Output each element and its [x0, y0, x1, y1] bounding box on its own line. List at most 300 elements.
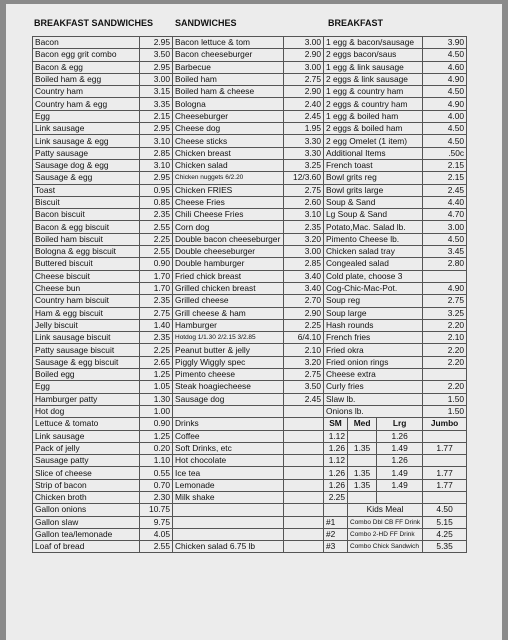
- item-name: Chicken broth: [33, 491, 140, 503]
- item-price: 3.20: [284, 233, 324, 245]
- table-row: [33, 307, 467, 319]
- menu-table: [32, 36, 467, 553]
- item-name: Soup & Sand: [324, 196, 423, 208]
- item-name: Pimento cheese: [173, 369, 284, 381]
- item-name: Soup large: [324, 307, 423, 319]
- item-price: 1.95: [284, 123, 324, 135]
- drink-price-med: 1.35: [348, 442, 377, 454]
- item-price: [284, 442, 324, 454]
- item-price: 0.90: [140, 418, 173, 430]
- table-row: [33, 110, 467, 122]
- table-row: [33, 221, 467, 233]
- table-row: [33, 356, 467, 368]
- item-price: 1.25: [140, 369, 173, 381]
- item-name: Bacon: [33, 37, 140, 49]
- drink-price-sm: 1.12: [324, 455, 348, 467]
- table-row: [33, 37, 467, 49]
- item-name: Lg Soup & Sand: [324, 209, 423, 221]
- item-name: Lemonade: [173, 479, 284, 491]
- item-price: [284, 430, 324, 442]
- item-name: Bacon biscuit: [33, 209, 140, 221]
- drink-price-lrg: 1.49: [377, 467, 423, 479]
- item-price: 2.20: [423, 356, 467, 368]
- item-price: 2.75: [423, 295, 467, 307]
- table-row: [33, 233, 467, 245]
- item-price: 2.25: [140, 233, 173, 245]
- item-name: French toast: [324, 159, 423, 171]
- table-row: [33, 516, 467, 528]
- item-price: [284, 405, 324, 417]
- table-row: [33, 369, 467, 381]
- item-price: 2.35: [140, 295, 173, 307]
- item-name: 2 egg Omelet (1 item): [324, 135, 423, 147]
- table-row: [33, 209, 467, 221]
- table-row: [33, 73, 467, 85]
- header-breakfast: BREAKFAST: [328, 18, 384, 28]
- item-price: 4.90: [423, 98, 467, 110]
- item-name: Barbecue: [173, 61, 284, 73]
- item-price: 2.45: [284, 110, 324, 122]
- item-name: Toast: [33, 184, 140, 196]
- item-name: Peanut butter & jelly: [173, 344, 284, 356]
- item-price: 3.40: [284, 282, 324, 294]
- item-name: Curly fries: [324, 381, 423, 393]
- item-name: Bologna & egg biscuit: [33, 246, 140, 258]
- blank-cell: [324, 504, 348, 516]
- item-name: Fried onion rings: [324, 356, 423, 368]
- item-name: Country ham & egg: [33, 98, 140, 110]
- item-price: 3.10: [284, 209, 324, 221]
- item-name: 1 egg & bacon/sausage: [324, 37, 423, 49]
- item-price: 4.50: [423, 135, 467, 147]
- item-name: Gallon tea/lemonade: [33, 528, 140, 540]
- table-row: [33, 184, 467, 196]
- kids-meal-label: Kids Meal: [348, 504, 423, 516]
- item-name: Bologna: [173, 98, 284, 110]
- drink-price-lrg: [377, 491, 423, 503]
- item-price: 4.90: [423, 73, 467, 85]
- item-name: Cold plate, choose 3: [324, 270, 423, 282]
- drink-price-sm: 1.26: [324, 467, 348, 479]
- combo-price: 5.35: [423, 541, 467, 553]
- combo-name: Combo Chick Sandwich: [348, 541, 423, 553]
- table-row: [33, 344, 467, 356]
- item-name: Double bacon cheeseburger: [173, 233, 284, 245]
- item-price: 2.60: [284, 196, 324, 208]
- item-name: Cheese extra: [324, 369, 423, 381]
- item-price: 3.00: [284, 246, 324, 258]
- item-price: 3.20: [284, 356, 324, 368]
- table-row: [33, 332, 467, 344]
- table-row: [33, 159, 467, 171]
- item-name: 2 eggs & country ham: [324, 98, 423, 110]
- item-name: Link sausage biscuit: [33, 332, 140, 344]
- item-name: Soup reg: [324, 295, 423, 307]
- item-price: 2.90: [284, 86, 324, 98]
- drink-size-header: Lrg: [377, 418, 423, 430]
- item-price: 3.00: [284, 37, 324, 49]
- header-breakfast-sandwiches: BREAKFAST SANDWICHES: [34, 18, 154, 28]
- item-price: 1.40: [140, 319, 173, 331]
- item-price: 0.20: [140, 442, 173, 454]
- item-price: 3.40: [284, 270, 324, 282]
- item-name: Cheeseburger: [173, 110, 284, 122]
- drink-price-med: 1.35: [348, 479, 377, 491]
- item-price: 4.50: [423, 49, 467, 61]
- item-name: Chicken breast: [173, 147, 284, 159]
- item-price: 1.10: [140, 455, 173, 467]
- table-row: [33, 455, 467, 467]
- item-price: 4.70: [423, 209, 467, 221]
- item-name: Grilled cheese: [173, 295, 284, 307]
- item-price: .50c: [423, 147, 467, 159]
- item-price: 3.10: [140, 135, 173, 147]
- item-price: 0.90: [140, 258, 173, 270]
- item-price: 9.75: [140, 516, 173, 528]
- item-price: 4.00: [423, 110, 467, 122]
- drink-price-lrg: 1.49: [377, 442, 423, 454]
- item-price: 1.50: [423, 393, 467, 405]
- item-price: 2.20: [423, 381, 467, 393]
- item-name: Fried chick breast: [173, 270, 284, 282]
- drink-price-jumbo: [423, 430, 467, 442]
- item-price: 3.10: [140, 159, 173, 171]
- item-name: Pimento Cheese lb.: [324, 233, 423, 245]
- item-price: 2.20: [423, 344, 467, 356]
- item-name: Cheese bun: [33, 282, 140, 294]
- table-row: [33, 541, 467, 553]
- table-row: [33, 172, 467, 184]
- item-name: Sausage dog & egg: [33, 159, 140, 171]
- table-row: [33, 49, 467, 61]
- item-name: Grill cheese & ham: [173, 307, 284, 319]
- item-name: Additional Items: [324, 147, 423, 159]
- item-name: Strip of bacon: [33, 479, 140, 491]
- item-price: 6/4.10: [284, 332, 324, 344]
- item-price: 2.95: [140, 61, 173, 73]
- item-name: Chicken salad: [173, 159, 284, 171]
- drink-price-med: 1.35: [348, 467, 377, 479]
- item-price: [284, 541, 324, 553]
- item-price: 1.00: [140, 405, 173, 417]
- item-name: Onions lb.: [324, 405, 423, 417]
- item-name: Chicken FRIES: [173, 184, 284, 196]
- item-name: 1 egg & boiled ham: [324, 110, 423, 122]
- item-name: Boiled egg: [33, 369, 140, 381]
- item-name: Hamburger patty: [33, 393, 140, 405]
- table-row: [33, 479, 467, 491]
- item-name: 2 eggs bacon/saus: [324, 49, 423, 61]
- item-name: Sausage & egg: [33, 172, 140, 184]
- drink-price-jumbo: [423, 491, 467, 503]
- item-name: Boiled ham & egg: [33, 73, 140, 85]
- item-price: 1.05: [140, 381, 173, 393]
- item-price: 1.50: [423, 405, 467, 417]
- item-price: 2.90: [284, 49, 324, 61]
- item-price: 3.00: [140, 73, 173, 85]
- combo-name: Combo 2-HD FF Drink: [348, 528, 423, 540]
- item-price: 2.55: [140, 221, 173, 233]
- header-sandwiches: SANDWICHES: [175, 18, 237, 28]
- item-price: [284, 479, 324, 491]
- table-row: [33, 430, 467, 442]
- item-name: Lettuce & tomato: [33, 418, 140, 430]
- item-price: [284, 491, 324, 503]
- table-row: [33, 196, 467, 208]
- combo-name: Combo Dbl CB FF Drink: [348, 516, 423, 528]
- item-name: Gallon slaw: [33, 516, 140, 528]
- item-price: 3.45: [423, 246, 467, 258]
- item-price: 2.90: [284, 307, 324, 319]
- item-price: 2.75: [140, 307, 173, 319]
- item-price: 2.55: [140, 246, 173, 258]
- item-price: 3.00: [284, 61, 324, 73]
- drink-price-sm: 1.26: [324, 479, 348, 491]
- item-name: Egg: [33, 381, 140, 393]
- item-name: Grilled chicken breast: [173, 282, 284, 294]
- item-name: Fried okra: [324, 344, 423, 356]
- item-name: Congealed salad: [324, 258, 423, 270]
- item-name: Cheese sticks: [173, 135, 284, 147]
- item-name: Piggly Wiggly spec: [173, 356, 284, 368]
- item-price: 3.90: [423, 37, 467, 49]
- table-row: [33, 123, 467, 135]
- item-name: 1 egg & country ham: [324, 86, 423, 98]
- item-name: Link sausage & egg: [33, 135, 140, 147]
- item-name: Bacon cheeseburger: [173, 49, 284, 61]
- item-name: Patty sausage biscuit: [33, 344, 140, 356]
- item-price: 2.15: [140, 110, 173, 122]
- item-name: Bacon & egg biscuit: [33, 221, 140, 233]
- item-name: Ham & egg biscuit: [33, 307, 140, 319]
- item-price: 4.90: [423, 282, 467, 294]
- item-price: 2.75: [284, 369, 324, 381]
- item-name: Sausage patty: [33, 455, 140, 467]
- drink-price-jumbo: 1.77: [423, 479, 467, 491]
- item-price: 2.95: [140, 123, 173, 135]
- drink-price-med: [348, 430, 377, 442]
- drink-price-lrg: 1.49: [377, 479, 423, 491]
- item-name: Patty sausage: [33, 147, 140, 159]
- item-name: Ice tea: [173, 467, 284, 479]
- drink-price-sm: 1.12: [324, 430, 348, 442]
- item-price: [423, 369, 467, 381]
- item-name: Hot chocolate: [173, 455, 284, 467]
- item-price: 2.20: [423, 319, 467, 331]
- item-price: 3.30: [284, 147, 324, 159]
- item-price: 2.15: [423, 159, 467, 171]
- item-name: Hash rounds: [324, 319, 423, 331]
- item-name: Bowl grits reg: [324, 172, 423, 184]
- item-name: Bacon & egg: [33, 61, 140, 73]
- item-name: Boiled ham: [173, 73, 284, 85]
- item-price: [284, 504, 324, 516]
- item-name: Hot dog: [33, 405, 140, 417]
- table-row: [33, 504, 467, 516]
- item-name: Biscuit: [33, 196, 140, 208]
- item-name: Bowl grits large: [324, 184, 423, 196]
- item-name: Loaf of bread: [33, 541, 140, 553]
- item-price: 2.15: [423, 172, 467, 184]
- item-name: 1 egg & link sausage: [324, 61, 423, 73]
- item-name: Bacon lettuce & tom: [173, 37, 284, 49]
- item-price: 4.60: [423, 61, 467, 73]
- item-name: Slaw lb.: [324, 393, 423, 405]
- item-price: 2.25: [140, 344, 173, 356]
- item-name: Boiled ham & cheese: [173, 86, 284, 98]
- drink-price-jumbo: 1.77: [423, 467, 467, 479]
- item-name: Country ham: [33, 86, 140, 98]
- item-name: Chicken salad tray: [324, 246, 423, 258]
- item-price: 2.30: [140, 491, 173, 503]
- table-row: [33, 135, 467, 147]
- item-name: Cog-Chic-Mac-Pot.: [324, 282, 423, 294]
- item-price: 2.85: [284, 258, 324, 270]
- combo-price: 4.25: [423, 528, 467, 540]
- item-price: 2.35: [140, 209, 173, 221]
- item-price: 0.95: [140, 184, 173, 196]
- combo-number: #2: [324, 528, 348, 540]
- table-row: [33, 418, 467, 430]
- item-price: 0.55: [140, 467, 173, 479]
- item-name: Double cheeseburger: [173, 246, 284, 258]
- item-price: 3.50: [140, 49, 173, 61]
- item-price: 10.75: [140, 504, 173, 516]
- item-name: Gallon onions: [33, 504, 140, 516]
- table-row: [33, 295, 467, 307]
- item-name: 2 eggs & link sausage: [324, 73, 423, 85]
- table-row: [33, 61, 467, 73]
- table-row: [33, 246, 467, 258]
- item-price: 2.70: [284, 295, 324, 307]
- item-price: 1.25: [140, 430, 173, 442]
- item-price: 3.00: [423, 221, 467, 233]
- item-name: Cheese dog: [173, 123, 284, 135]
- item-price: 0.70: [140, 479, 173, 491]
- item-price: [284, 516, 324, 528]
- menu-price-sheet: [6, 4, 502, 640]
- item-price: 3.50: [284, 381, 324, 393]
- item-name: Sausage & egg biscuit: [33, 356, 140, 368]
- item-name: Country ham biscuit: [33, 295, 140, 307]
- item-price: 2.10: [284, 344, 324, 356]
- table-row: [33, 319, 467, 331]
- table-row: [33, 405, 467, 417]
- item-price: 4.50: [423, 86, 467, 98]
- item-name: Chicken nuggets 6/2.20: [173, 172, 284, 184]
- item-name: Corn dog: [173, 221, 284, 233]
- item-name: Milk shake: [173, 491, 284, 503]
- item-price: 2.65: [140, 356, 173, 368]
- item-price: 2.55: [140, 541, 173, 553]
- item-price: 2.75: [284, 73, 324, 85]
- item-name: Cheese biscuit: [33, 270, 140, 282]
- drink-price-lrg: 1.26: [377, 430, 423, 442]
- table-row: [33, 86, 467, 98]
- item-name: Soft Drinks, etc: [173, 442, 284, 454]
- item-name: [173, 516, 284, 528]
- table-row: [33, 491, 467, 503]
- drink-price-jumbo: [423, 455, 467, 467]
- item-name: Steak hoagiecheese: [173, 381, 284, 393]
- drink-price-sm: 1.26: [324, 442, 348, 454]
- item-price: 2.75: [284, 184, 324, 196]
- table-row: [33, 258, 467, 270]
- table-row: [33, 442, 467, 454]
- item-price: [423, 270, 467, 282]
- item-price: 2.45: [284, 393, 324, 405]
- combo-number: #3: [324, 541, 348, 553]
- item-name: Double hamburger: [173, 258, 284, 270]
- item-name: Link sausage: [33, 430, 140, 442]
- table-row: [33, 282, 467, 294]
- item-price: 12/3.60: [284, 172, 324, 184]
- item-name: [173, 504, 284, 516]
- drink-price-med: [348, 455, 377, 467]
- table-row: [33, 381, 467, 393]
- drink-price-med: [348, 491, 377, 503]
- combo-price: 5.15: [423, 516, 467, 528]
- item-name: Boiled ham biscuit: [33, 233, 140, 245]
- item-name: Jelly biscuit: [33, 319, 140, 331]
- item-price: 2.35: [140, 332, 173, 344]
- item-price: 2.25: [284, 319, 324, 331]
- item-name: 2 eggs & boiled ham: [324, 123, 423, 135]
- table-row: [33, 467, 467, 479]
- item-price: 1.70: [140, 282, 173, 294]
- item-price: 2.45: [423, 184, 467, 196]
- table-row: [33, 147, 467, 159]
- kids-meal-price: 4.50: [423, 504, 467, 516]
- item-price: 3.25: [423, 307, 467, 319]
- item-price: 3.25: [284, 159, 324, 171]
- item-name: Egg: [33, 110, 140, 122]
- drink-size-header: SM: [324, 418, 348, 430]
- item-price: 4.40: [423, 196, 467, 208]
- item-price: 4.05: [140, 528, 173, 540]
- item-name: [173, 528, 284, 540]
- table-row: [33, 270, 467, 282]
- item-price: 3.30: [284, 135, 324, 147]
- item-price: 3.35: [140, 98, 173, 110]
- item-name: Hamburger: [173, 319, 284, 331]
- drink-price-lrg: 1.26: [377, 455, 423, 467]
- item-price: [284, 418, 324, 430]
- item-price: 2.85: [140, 147, 173, 159]
- item-price: 4.50: [423, 123, 467, 135]
- item-name: Slice of cheese: [33, 467, 140, 479]
- item-name: French fries: [324, 332, 423, 344]
- item-name: Buttered biscuit: [33, 258, 140, 270]
- item-price: 1.70: [140, 270, 173, 282]
- item-name: Link sausage: [33, 123, 140, 135]
- combo-number: #1: [324, 516, 348, 528]
- item-name: Sausage dog: [173, 393, 284, 405]
- item-name: Drinks: [173, 418, 284, 430]
- table-row: [33, 98, 467, 110]
- item-name: Chili Cheese Fries: [173, 209, 284, 221]
- item-name: Pack of jelly: [33, 442, 140, 454]
- item-name: Bacon egg grit combo: [33, 49, 140, 61]
- item-price: 3.15: [140, 86, 173, 98]
- item-name: Coffee: [173, 430, 284, 442]
- drink-size-header: Jumbo: [423, 418, 467, 430]
- drink-price-jumbo: 1.77: [423, 442, 467, 454]
- drink-price-sm: 2.25: [324, 491, 348, 503]
- item-name: Chicken salad 6.75 lb: [173, 541, 284, 553]
- item-price: [284, 528, 324, 540]
- item-price: [284, 467, 324, 479]
